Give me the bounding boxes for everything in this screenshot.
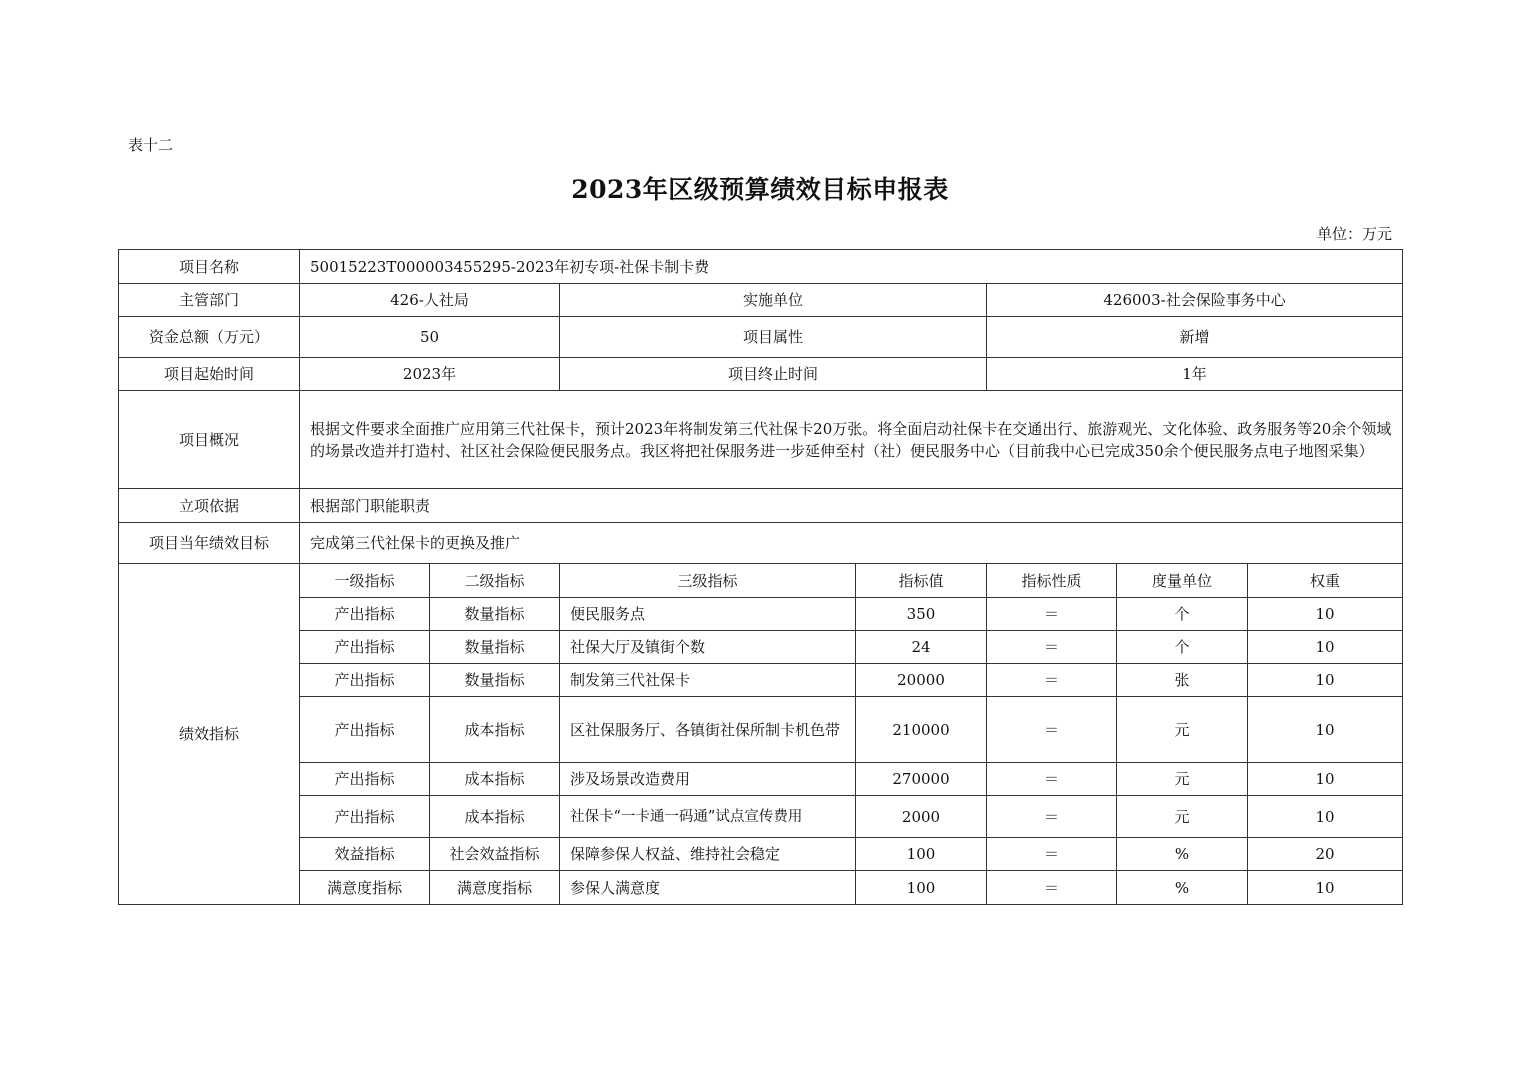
value-cell: 210000	[856, 697, 987, 763]
project-name-value: 50015223T000003455295-2023年初专项-社保卡制卡费	[300, 250, 1403, 284]
header-weight: 权重	[1248, 564, 1403, 598]
level3-cell: 涉及场景改造费用	[560, 763, 856, 796]
attr-value: 新增	[987, 317, 1403, 358]
nature-cell: ＝	[987, 598, 1117, 631]
unit-cell: 张	[1117, 664, 1248, 697]
level3-cell: 社保卡“一卡通一码通”试点宣传费用	[560, 796, 856, 838]
table-row	[119, 871, 1403, 905]
level1-cell: 产出指标	[300, 631, 430, 664]
value-cell: 20000	[856, 664, 987, 697]
time-row	[119, 358, 1403, 391]
weight-cell: 10	[1248, 697, 1403, 763]
funds-value: 50	[300, 317, 560, 358]
basis-row	[119, 489, 1403, 523]
level1-cell: 产出指标	[300, 697, 430, 763]
table-number: 表十二	[128, 136, 174, 154]
funds-label: 资金总额（万元）	[119, 317, 300, 358]
basis-value: 根据部门职能职责	[300, 489, 1403, 523]
table-row	[119, 763, 1403, 796]
impl-value: 426003-社会保险事务中心	[987, 284, 1403, 317]
weight-cell: 10	[1248, 631, 1403, 664]
end-label: 项目终止时间	[560, 358, 987, 391]
unit-cell: 个	[1117, 631, 1248, 664]
level2-cell: 数量指标	[430, 631, 560, 664]
level1-cell: 产出指标	[300, 763, 430, 796]
start-value: 2023年	[300, 358, 560, 391]
nature-cell: ＝	[987, 871, 1117, 905]
level2-cell: 成本指标	[430, 763, 560, 796]
table-row	[119, 796, 1403, 838]
value-cell: 350	[856, 598, 987, 631]
level3-cell: 制发第三代社保卡	[560, 664, 856, 697]
weight-cell: 10	[1248, 796, 1403, 838]
weight-cell: 10	[1248, 598, 1403, 631]
table-row	[119, 664, 1403, 697]
indicator-header-row	[119, 564, 1403, 598]
unit-cell: 个	[1117, 598, 1248, 631]
unit-cell: %	[1117, 838, 1248, 871]
level1-cell: 产出指标	[300, 598, 430, 631]
dept-value: 426-人社局	[300, 284, 560, 317]
level2-cell: 成本指标	[430, 697, 560, 763]
table-row	[119, 631, 1403, 664]
level2-cell: 数量指标	[430, 664, 560, 697]
unit-label: 单位：万元	[1316, 225, 1392, 243]
unit-cell: %	[1117, 871, 1248, 905]
level3-cell: 区社保服务厅、各镇街社保所制卡机色带	[560, 697, 856, 763]
indicators-section-label: 绩效指标	[119, 564, 300, 905]
project-name-row	[119, 250, 1403, 284]
basis-label: 立项依据	[119, 489, 300, 523]
dept-label: 主管部门	[119, 284, 300, 317]
department-row	[119, 284, 1403, 317]
unit-cell: 元	[1117, 697, 1248, 763]
level2-cell: 满意度指标	[430, 871, 560, 905]
value-cell: 100	[856, 838, 987, 871]
unit-cell: 元	[1117, 796, 1248, 838]
project-name-label: 项目名称	[119, 250, 300, 284]
goal-row	[119, 523, 1403, 564]
header-level2: 二级指标	[430, 564, 560, 598]
budget-performance-table	[118, 249, 1403, 905]
goal-value: 完成第三代社保卡的更换及推广	[300, 523, 1403, 564]
nature-cell: ＝	[987, 763, 1117, 796]
level2-cell: 成本指标	[430, 796, 560, 838]
weight-cell: 10	[1248, 763, 1403, 796]
table-row	[119, 697, 1403, 763]
weight-cell: 20	[1248, 838, 1403, 871]
unit-cell: 元	[1117, 763, 1248, 796]
header-value: 指标值	[856, 564, 987, 598]
funds-row	[119, 317, 1403, 358]
level2-cell: 社会效益指标	[430, 838, 560, 871]
level3-cell: 参保人满意度	[560, 871, 856, 905]
value-cell: 2000	[856, 796, 987, 838]
goal-label: 项目当年绩效目标	[119, 523, 300, 564]
overview-label: 项目概况	[119, 391, 300, 489]
weight-cell: 10	[1248, 664, 1403, 697]
header-level3: 三级指标	[560, 564, 856, 598]
nature-cell: ＝	[987, 796, 1117, 838]
impl-label: 实施单位	[560, 284, 987, 317]
nature-cell: ＝	[987, 664, 1117, 697]
value-cell: 270000	[856, 763, 987, 796]
header-nature: 指标性质	[987, 564, 1117, 598]
level3-cell: 保障参保人权益、维持社会稳定	[560, 838, 856, 871]
value-cell: 24	[856, 631, 987, 664]
nature-cell: ＝	[987, 697, 1117, 763]
level3-cell: 便民服务点	[560, 598, 856, 631]
attr-label: 项目属性	[560, 317, 987, 358]
nature-cell: ＝	[987, 631, 1117, 664]
level1-cell: 产出指标	[300, 796, 430, 838]
nature-cell: ＝	[987, 838, 1117, 871]
level2-cell: 数量指标	[430, 598, 560, 631]
table-row	[119, 838, 1403, 871]
overview-text: 根据文件要求全面推广应用第三代社保卡，预计2023年将制发第三代社保卡20万张。将全面启动社保卡在交通出行、旅游观光、文化体验、政务服务等20余个领域的场景改造并打造村、社区社会保险便民服务点。我区将把社保服务进一步延伸至村（社）便民服务中心（目前我中心已完成350余个便民服务点电子地图采集）	[300, 391, 1403, 489]
table-row	[119, 598, 1403, 631]
overview-row	[119, 391, 1403, 489]
form-title: 2023年区级预算绩效目标申报表	[571, 175, 949, 204]
end-value: 1年	[987, 358, 1403, 391]
level3-cell: 社保大厅及镇街个数	[560, 631, 856, 664]
weight-cell: 10	[1248, 871, 1403, 905]
level1-cell: 产出指标	[300, 664, 430, 697]
header-unit: 度量单位	[1117, 564, 1248, 598]
header-level1: 一级指标	[300, 564, 430, 598]
level1-cell: 效益指标	[300, 838, 430, 871]
start-label: 项目起始时间	[119, 358, 300, 391]
value-cell: 100	[856, 871, 987, 905]
level1-cell: 满意度指标	[300, 871, 430, 905]
